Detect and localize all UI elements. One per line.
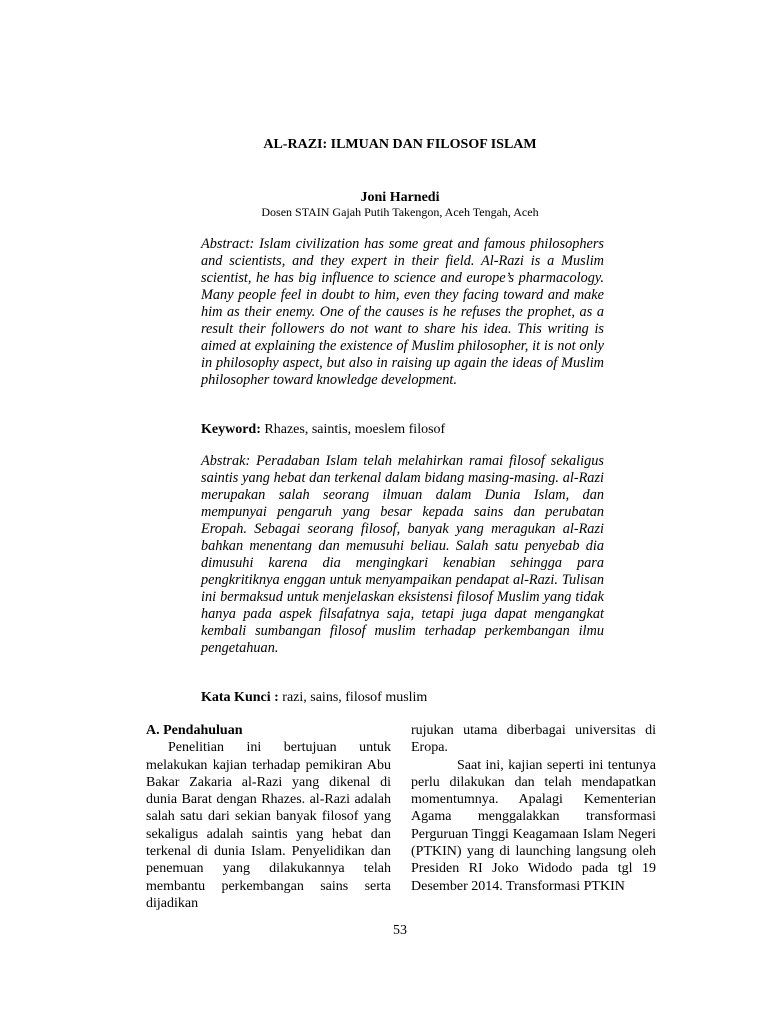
left-paragraph: Penelitian ini bertujuan untuk melakukan kajian terhadap pemikiran Abu Bakar Zakaria al-Razi yang dikenal di dunia Barat dengan Rhazes. al-Razi adalah salah satu dari sekian banyak filosof yang sekaligus adalah saintis yang hebat dan terkenal di dunia Islam. Penyelidikan dan penemuan yang dilakukannya telah membantu perkembangan sains serta dijadikan [146, 740, 391, 911]
page-number: 53 [393, 923, 407, 938]
paper-title: AL-RAZI: ILMUAN DAN FILOSOF ISLAM [263, 137, 537, 152]
keywords-label: Keyword: [201, 422, 261, 437]
keywords-value: Rhazes, saintis, moeslem filosof [260, 422, 446, 437]
author-affiliation: Dosen STAIN Gajah Putih Takengon, Aceh Tengah, Aceh [261, 205, 539, 219]
left-column [146, 722, 391, 912]
right-column [411, 722, 656, 895]
right-paragraph-continued: rujukan utama diberbagai universitas di Eropa. [411, 723, 656, 756]
abstract-english: Abstract: Islam civilization has some great and famous philosophers and scientists, and they expert in their field. Al-Razi is a Muslim scientist, he has big influence to science and europe’s pharmacology. Many people feel in doubt to him, even they facing toward and make him as their enemy. One of the causes is he refuses the prophet, as a result their followers do not want to share his idea. This writing is aimed at explaining the existence of Muslim philosopher, it is not only in philosophy aspect, but also in raising up again the ideas of Muslim philosopher toward knowledge development. [201, 236, 604, 388]
keywords-english [201, 421, 604, 438]
right-paragraph: Saat ini, kajian seperti ini tentunya perlu dilakukan dan telah mendapatkan momentumnya. Apalagi Kementerian Agama menggalakkan transformasi Perguruan Tinggi Keagamaan Islam Negeri (PTKIN) yang di launching langsung oleh Presiden RI Joko Widodo pada tgl 19 Desember 2014. Transformasi PTKIN [411, 757, 656, 894]
kata-kunci-value: razi, sains, filosof muslim [278, 690, 428, 705]
abstract-indonesian: Abstrak: Peradaban Islam telah melahirkan ramai filosof sekaligus saintis yang hebat dan terkenal dalam bidang masing-masing. al-Razi merupakan salah seorang ilmuan dalam Dunia Islam, dan mempunyai pengaruh yang besar kepada sains dan perubatan Eropah. Sebagai seorang filosof, banyak yang meragukan al-Razi bahkan menentang dan memusuhi beliau. Salah satu penyebab dia dimusuhi karena dia mengingkari kenabian sehingga para pengkritiknya enggan untuk menyampaikan pendapat al-Razi. Tulisan ini bermaksud untuk menjelaskan eksistensi filosof Muslim yang tidak hanya pada aspek filsafatnya saja, tetapi juga dapat mengangkat kembali sumbangan filosof muslim terhadap perkembangan ilmu pengetahuan. [201, 453, 604, 656]
author-name: Joni Harnedi [360, 190, 440, 205]
section-heading: A. Pendahuluan [146, 723, 243, 738]
kata-kunci-label: Kata Kunci : [201, 690, 279, 705]
keywords-indonesian [201, 689, 604, 706]
